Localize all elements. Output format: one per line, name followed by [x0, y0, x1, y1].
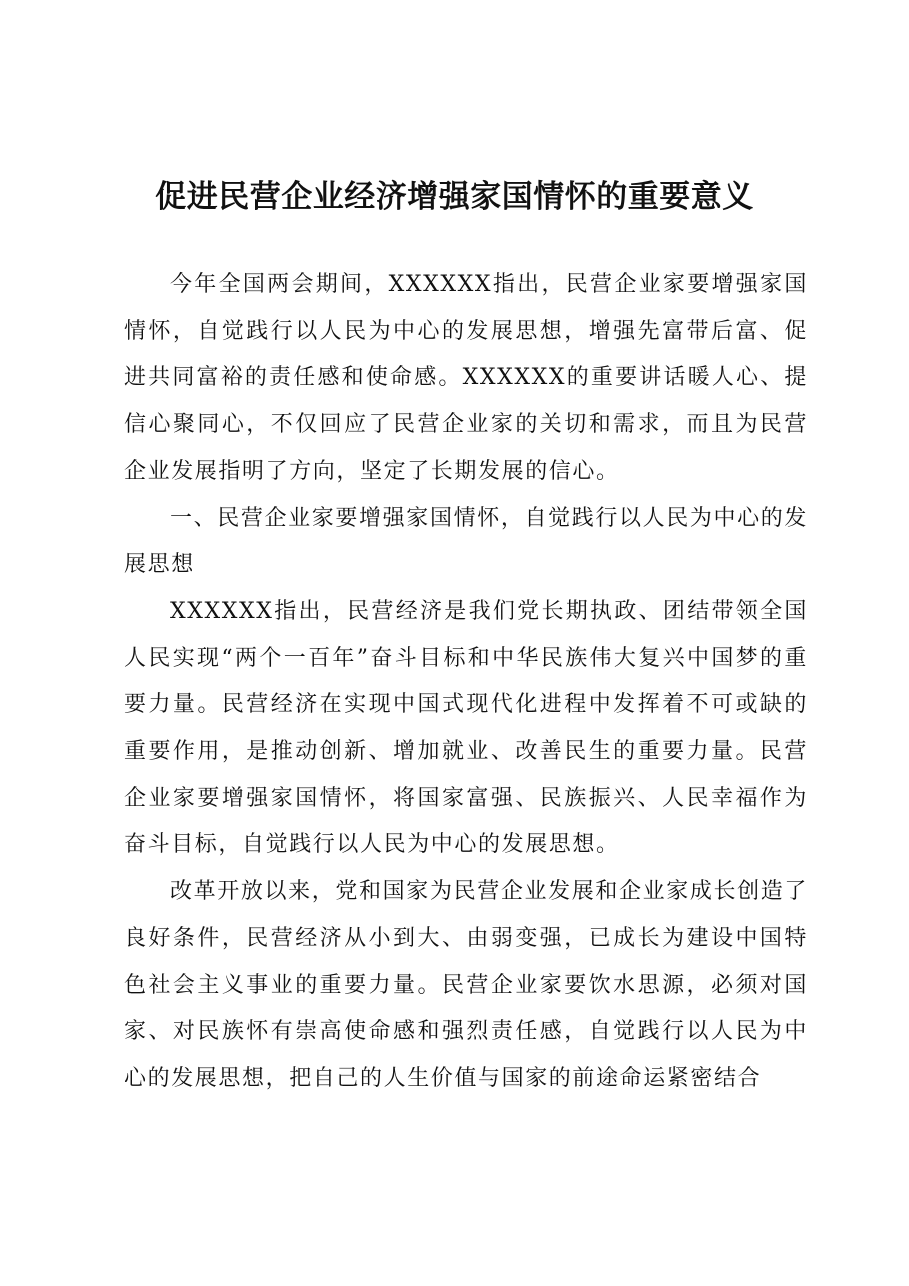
document-title: 促进民营企业经济增强家国情怀的重要意义 — [155, 178, 754, 215]
document-body — [124, 262, 808, 1103]
paragraph-section-1-a: XXXXXX指出，民营经济是我们党长期执政、团结带领全国人民实现“两个一百年”奋斗目标和中华民族伟大复兴中国梦的重要力量。民营经济在实现中国式现代化进程中发挥着不可或缺的重要作用，是推动创新、增加就业、改善民生的重要力量。民营企业家要增强家国情怀，将国家富强、民族振兴、人民幸福作为奋斗目标，自觉践行以人民为中心的发展思想。 — [124, 598, 808, 858]
section-heading-1: 一、民营企业家要增强家国情怀，自觉践行以人民为中心的发展思想 — [124, 505, 808, 578]
paragraph-section-1-b: 改革开放以来，党和国家为民营企业发展和企业家成长创造了良好条件，民营经济从小到大、由弱变强，已成长为建设中国特色社会主义事业的重要力量。民营企业家要饮水思源，必须对国家、对民族怀有崇高使命感和强烈责任感，自觉践行以人民为中心的发展思想，把自己的人生价值与国家的前途命运紧密结合 — [124, 879, 808, 1091]
paragraph-intro: 今年全国两会期间，XXXXXX指出，民营企业家要增强家国情怀，自觉践行以人民为中心的发展思想，增强先富带后富、促进共同富裕的责任感和使命感。XXXXXX的重要讲话暖人心、提信心聚同心，不仅回应了民营企业家的关切和需求，而且为民营企业发展指明了方向，坚定了长期发展的信心。 — [124, 272, 808, 484]
